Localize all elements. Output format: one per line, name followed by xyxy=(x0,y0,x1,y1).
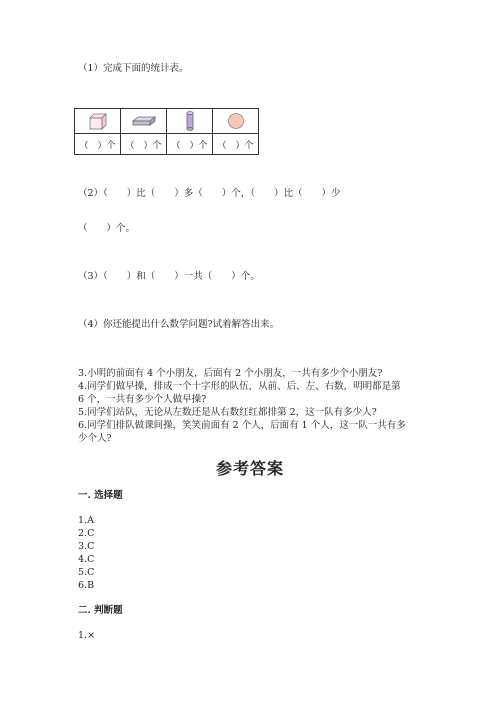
table-cell-cuboid xyxy=(121,109,167,134)
answer-item: 2.C xyxy=(78,528,95,539)
answer-title: 参考答案 xyxy=(215,459,284,478)
answer-item: 1.A xyxy=(78,515,94,526)
answer-item: 4.C xyxy=(78,554,95,565)
problem-4-line-2: 6 个，一共有多少个人做早操? xyxy=(78,394,207,405)
problem-6-line-2: 少个人? xyxy=(78,433,112,444)
count-cell[interactable]: （ ）个 xyxy=(213,134,259,155)
problem-3: 3.小明的前面有 4 个小朋友，后面有 2 个小朋友，一共有多少个小朋友? xyxy=(78,368,383,379)
section-choice-heading: 一. 选择题 xyxy=(78,490,123,501)
problem-6-line-1: 6.同学们排队做课间操，笑笑前面有 2 个人，后面有 1 个人，这一队一共有多 xyxy=(78,420,406,431)
question-3: （3）（ ）和（ ）一共（ ）个。 xyxy=(78,271,260,282)
table-cell-cylinder xyxy=(167,109,213,134)
section-judge-heading: 二. 判断题 xyxy=(78,605,123,616)
statistics-table xyxy=(74,108,259,155)
problem-5: 5.同学们站队，无论从左数还是从右数红红都排第 2，这一队有多少人? xyxy=(78,407,377,418)
problem-4-line-1: 4.同学们做早操，排成一个十字形的队伍，从前、后、左、右数，明明都是第 xyxy=(78,381,401,392)
answer-item: 6.B xyxy=(78,580,95,591)
answer-item: 1.× xyxy=(78,630,96,641)
cylinder-icon xyxy=(184,110,196,132)
question-2-line-1: （2）（ ）比（ ）多（ ）个，（ ）比（ ）少 xyxy=(78,188,341,199)
sphere-icon xyxy=(226,111,246,131)
count-cell[interactable]: （ ）个 xyxy=(75,134,121,155)
table-cell-sphere xyxy=(213,109,259,134)
answer-item: 3.C xyxy=(78,541,95,552)
table-cell-cube xyxy=(75,109,121,134)
count-cell[interactable]: （ ）个 xyxy=(121,134,167,155)
question-4: （4）你还能提出什么数学问题?试着解答出来。 xyxy=(78,319,280,330)
cube-icon xyxy=(87,111,109,131)
count-cell[interactable]: （ ）个 xyxy=(167,134,213,155)
cuboid-icon xyxy=(131,113,157,129)
question-2-line-2: （ ）个。 xyxy=(78,223,136,234)
question-1: （1）完成下面的统计表。 xyxy=(78,63,189,74)
answer-item: 5.C xyxy=(78,567,95,578)
